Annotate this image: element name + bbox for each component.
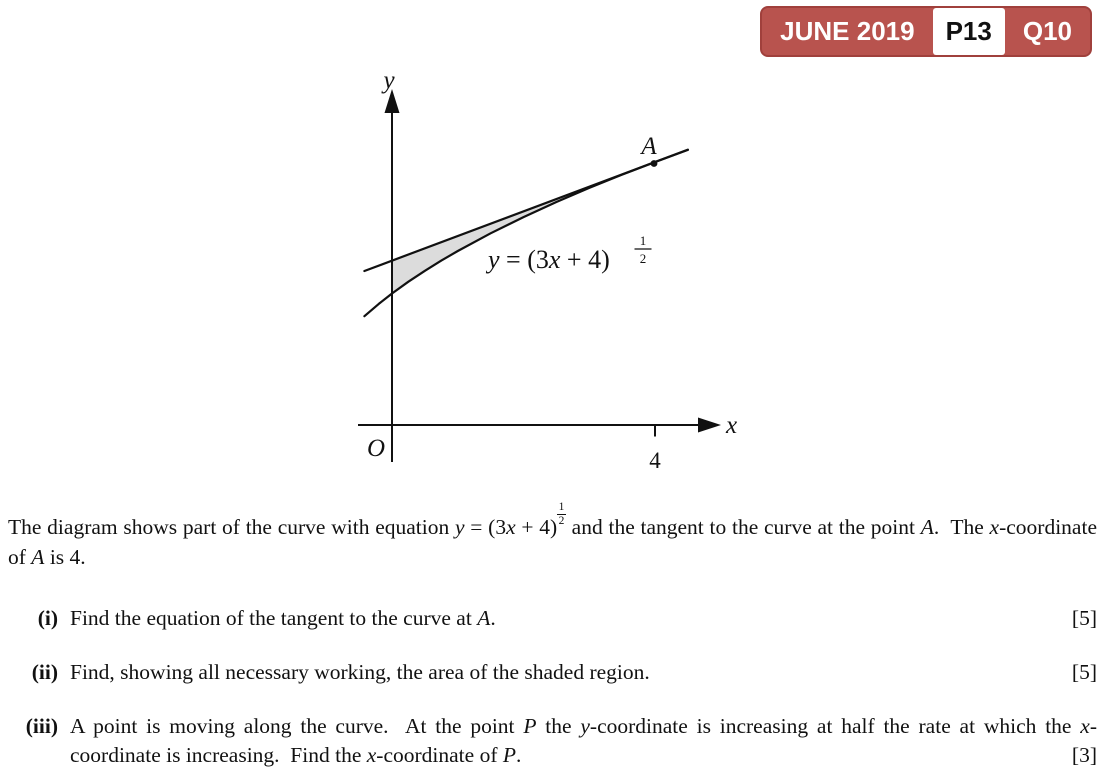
marks-badge: [5] bbox=[1071, 606, 1097, 630]
question-part-ii bbox=[8, 658, 1097, 687]
question-part-i bbox=[8, 604, 1097, 633]
var-P: P bbox=[502, 743, 516, 767]
part-text bbox=[70, 712, 1097, 770]
y-axis-label: y bbox=[383, 67, 395, 94]
x-tick-label: 4 bbox=[649, 448, 661, 473]
question-badge bbox=[760, 6, 1092, 57]
equation-x: x bbox=[506, 515, 516, 540]
paper-number-label: P13 bbox=[933, 8, 1005, 55]
part-number: (ii) bbox=[31, 660, 58, 684]
intro-text-3: . The bbox=[933, 515, 990, 540]
text-run: . bbox=[516, 743, 522, 767]
text-run: the bbox=[536, 714, 581, 738]
var-A: A bbox=[920, 515, 934, 540]
part-text bbox=[70, 604, 1097, 633]
marks-badge: [5] bbox=[1071, 660, 1097, 684]
origin-label: O bbox=[366, 435, 386, 462]
question-part-iii bbox=[8, 712, 1097, 770]
part-number: (iii) bbox=[25, 714, 58, 738]
equation-y: y bbox=[454, 515, 465, 540]
x-axis-label: x bbox=[726, 412, 738, 439]
exponent-denominator: 2 bbox=[558, 515, 565, 528]
var-A: A bbox=[477, 606, 491, 630]
text-run: . bbox=[490, 606, 496, 630]
intro-text-5: is 4. bbox=[44, 545, 86, 570]
marks-badge: [3] bbox=[1071, 743, 1097, 767]
text-run: Find the equation of the tangent to the curve at bbox=[70, 606, 478, 630]
exponent-denominator: 2 bbox=[639, 251, 647, 266]
text-run: -coordinate is increasing. Find the bbox=[70, 714, 1097, 767]
var-P: P bbox=[523, 714, 537, 738]
text-run: -coordinate of bbox=[376, 743, 503, 767]
var-x: x bbox=[989, 515, 1000, 540]
part-number: (i) bbox=[37, 606, 58, 630]
intro-text-2: and the tangent to the curve at the point bbox=[565, 515, 921, 540]
exponent-numerator: 1 bbox=[557, 501, 566, 515]
point-a-label: A bbox=[641, 133, 657, 160]
exponent-half bbox=[557, 501, 566, 528]
x-axis-arrow-icon bbox=[698, 418, 721, 433]
curve-diagram bbox=[330, 64, 760, 484]
equation-y: y bbox=[488, 245, 500, 274]
question-intro bbox=[8, 501, 1097, 572]
exam-session-label: JUNE 2019 bbox=[780, 16, 915, 46]
question-number-label: Q10 bbox=[1022, 16, 1072, 46]
intro-text-4: -coordinate of bbox=[8, 515, 1097, 570]
curve-diagram-svg bbox=[330, 64, 760, 484]
var-x: x bbox=[366, 743, 377, 767]
curve-equation-label bbox=[485, 245, 610, 274]
equation-x: x bbox=[548, 245, 561, 274]
equation-mid: = (3 bbox=[499, 245, 549, 274]
part-text bbox=[70, 658, 1097, 687]
equation-tail: + 4) bbox=[560, 245, 610, 274]
equation-mid: = (3 bbox=[464, 515, 507, 540]
var-y: y bbox=[580, 714, 590, 738]
text-run: A point is moving along the curve. At the point bbox=[70, 714, 524, 738]
text-run: -coordinate is increasing at half the rate at which the bbox=[589, 714, 1081, 738]
text-run: Find, showing all necessary working, the area of the shaded region. bbox=[70, 660, 650, 684]
equation-tail: + 4) bbox=[515, 515, 558, 540]
var-x: x bbox=[1080, 714, 1090, 738]
var-A: A bbox=[31, 545, 45, 570]
exponent-numerator: 1 bbox=[639, 233, 647, 248]
intro-text-1: The diagram shows part of the curve with equation bbox=[8, 515, 455, 540]
point-a-dot bbox=[651, 160, 658, 167]
